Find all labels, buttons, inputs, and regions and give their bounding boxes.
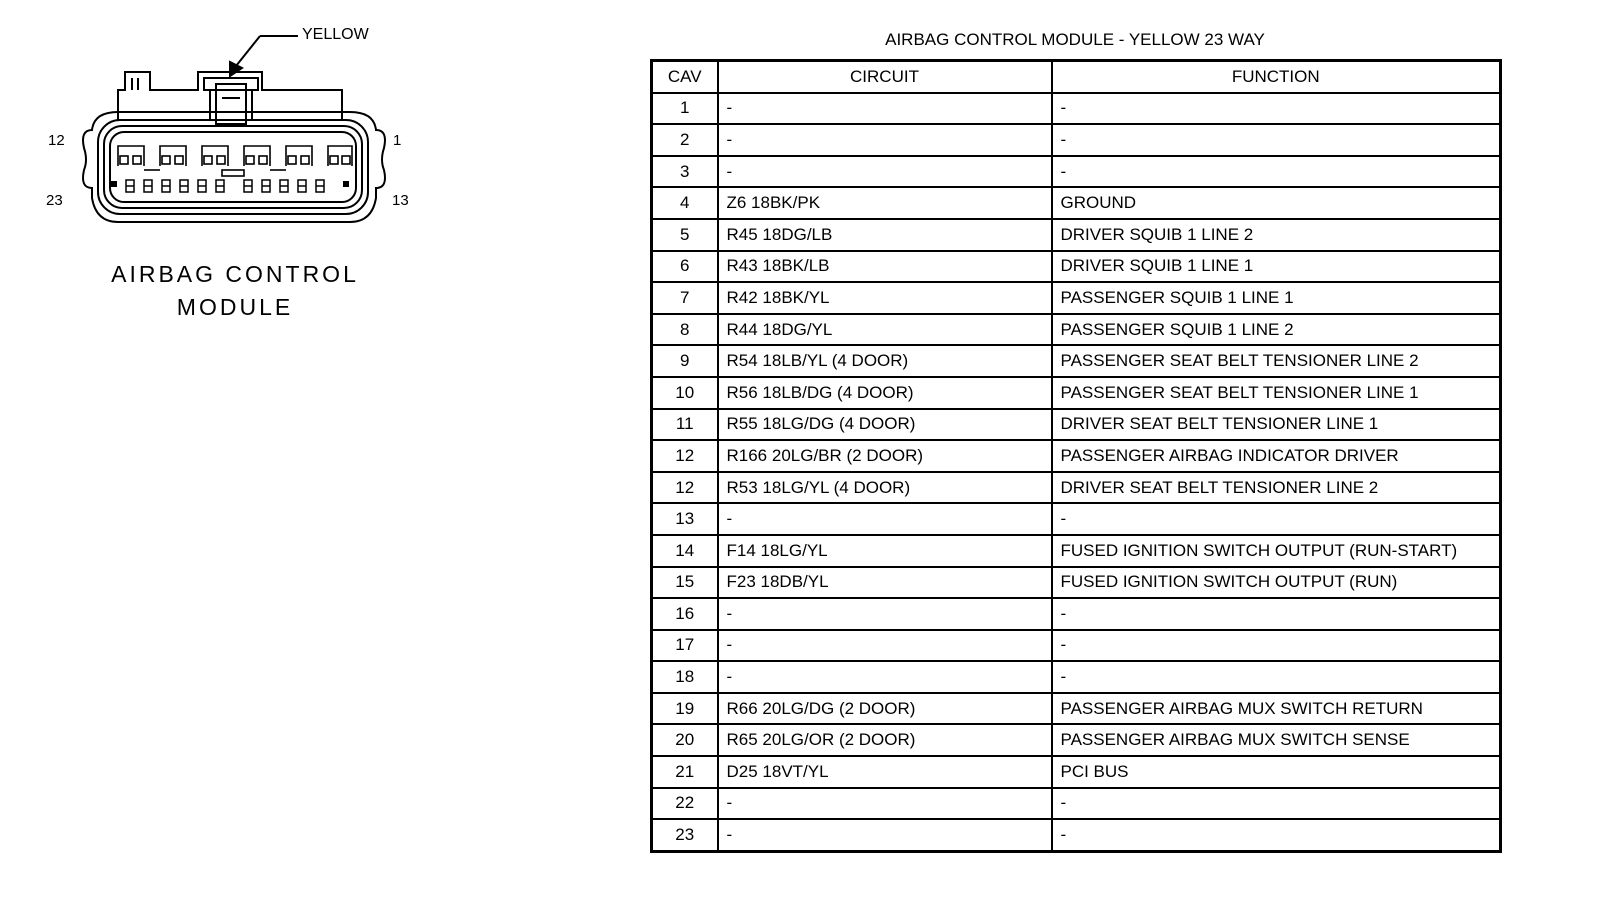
table-row (652, 630, 1501, 662)
cav-cell: 21 (652, 756, 718, 788)
circuit-cell: - (718, 93, 1052, 125)
function-cell: - (1052, 598, 1501, 630)
table-row (652, 819, 1501, 851)
cav-cell: 18 (652, 661, 718, 693)
table-row (652, 93, 1501, 125)
table-row (652, 503, 1501, 535)
function-cell: DRIVER SQUIB 1 LINE 2 (1052, 219, 1501, 251)
table-row (652, 756, 1501, 788)
function-cell: DRIVER SEAT BELT TENSIONER LINE 1 (1052, 409, 1501, 441)
circuit-cell: R45 18DG/LB (718, 219, 1052, 251)
function-cell: PASSENGER SEAT BELT TENSIONER LINE 1 (1052, 377, 1501, 409)
cav-cell: 1 (652, 93, 718, 125)
cav-cell: 20 (652, 724, 718, 756)
circuit-cell: F14 18LG/YL (718, 535, 1052, 567)
table-row (652, 440, 1501, 472)
pinout-table (650, 59, 1502, 853)
circuit-cell: - (718, 819, 1052, 851)
cav-cell: 15 (652, 567, 718, 599)
circuit-cell: R56 18LB/DG (4 DOOR) (718, 377, 1052, 409)
table-row (652, 535, 1501, 567)
header-cav: CAV (652, 61, 718, 93)
circuit-cell: R66 20LG/DG (2 DOOR) (718, 693, 1052, 725)
table-row (652, 124, 1501, 156)
color-callout-label: YELLOW (302, 26, 369, 43)
cav-cell: 5 (652, 219, 718, 251)
circuit-cell: R65 20LG/OR (2 DOOR) (718, 724, 1052, 756)
function-cell: - (1052, 503, 1501, 535)
cav-cell: 13 (652, 503, 718, 535)
cav-cell: 14 (652, 535, 718, 567)
pin-label-bottom-left: 23 (46, 192, 63, 209)
header-circuit: CIRCUIT (718, 61, 1052, 93)
cav-cell: 19 (652, 693, 718, 725)
table-title: AIRBAG CONTROL MODULE - YELLOW 23 WAY (885, 30, 1265, 49)
table-row (652, 251, 1501, 283)
table-row (652, 219, 1501, 251)
circuit-cell: - (718, 156, 1052, 188)
cav-cell: 10 (652, 377, 718, 409)
table-row (652, 788, 1501, 820)
function-cell: PASSENGER SQUIB 1 LINE 1 (1052, 282, 1501, 314)
table-row (652, 282, 1501, 314)
circuit-cell: R55 18LG/DG (4 DOOR) (718, 409, 1052, 441)
function-cell: - (1052, 630, 1501, 662)
circuit-cell: R166 20LG/BR (2 DOOR) (718, 440, 1052, 472)
table-row (652, 156, 1501, 188)
table-row (652, 567, 1501, 599)
circuit-cell: R43 18BK/LB (718, 251, 1052, 283)
cav-cell: 23 (652, 819, 718, 851)
cav-cell: 17 (652, 630, 718, 662)
module-title-line1: AIRBAG CONTROL (111, 261, 359, 287)
circuit-cell: R54 18LB/YL (4 DOOR) (718, 345, 1052, 377)
circuit-cell: - (718, 630, 1052, 662)
cav-cell: 4 (652, 187, 718, 219)
cav-cell: 7 (652, 282, 718, 314)
circuit-cell: R44 18DG/YL (718, 314, 1052, 346)
circuit-cell: - (718, 124, 1052, 156)
function-cell: FUSED IGNITION SWITCH OUTPUT (RUN-START) (1052, 535, 1501, 567)
function-cell: FUSED IGNITION SWITCH OUTPUT (RUN) (1052, 567, 1501, 599)
table-row (652, 409, 1501, 441)
function-cell: PASSENGER AIRBAG INDICATOR DRIVER (1052, 440, 1501, 472)
cav-cell: 8 (652, 314, 718, 346)
circuit-cell: D25 18VT/YL (718, 756, 1052, 788)
function-cell: - (1052, 819, 1501, 851)
function-cell: - (1052, 124, 1501, 156)
function-cell: PASSENGER SQUIB 1 LINE 2 (1052, 314, 1501, 346)
table-body (652, 93, 1501, 852)
pin-label-top-right: 1 (393, 132, 402, 149)
function-cell: DRIVER SQUIB 1 LINE 1 (1052, 251, 1501, 283)
function-cell: GROUND (1052, 187, 1501, 219)
table-row (652, 314, 1501, 346)
function-cell: PASSENGER AIRBAG MUX SWITCH SENSE (1052, 724, 1501, 756)
function-cell: PCI BUS (1052, 756, 1501, 788)
function-cell: - (1052, 93, 1501, 125)
table-row (652, 693, 1501, 725)
function-cell: - (1052, 156, 1501, 188)
pin-label-top-left: 12 (48, 132, 65, 149)
module-title (70, 258, 400, 324)
cav-cell: 11 (652, 409, 718, 441)
function-cell: PASSENGER SEAT BELT TENSIONER LINE 2 (1052, 345, 1501, 377)
circuit-cell: F23 18DB/YL (718, 567, 1052, 599)
table-row (652, 661, 1501, 693)
cav-cell: 3 (652, 156, 718, 188)
cav-cell: 16 (652, 598, 718, 630)
circuit-cell: Z6 18BK/PK (718, 187, 1052, 219)
circuit-cell: R42 18BK/YL (718, 282, 1052, 314)
table-row (652, 724, 1501, 756)
table-row (652, 345, 1501, 377)
function-cell: PASSENGER AIRBAG MUX SWITCH RETURN (1052, 693, 1501, 725)
cav-cell: 2 (652, 124, 718, 156)
cav-cell: 6 (652, 251, 718, 283)
table-row (652, 598, 1501, 630)
header-function: FUNCTION (1052, 61, 1501, 93)
function-cell: - (1052, 788, 1501, 820)
circuit-cell: R53 18LG/YL (4 DOOR) (718, 472, 1052, 504)
circuit-cell: - (718, 788, 1052, 820)
connector-face-drawing (40, 20, 440, 260)
circuit-cell: - (718, 661, 1052, 693)
function-cell: DRIVER SEAT BELT TENSIONER LINE 2 (1052, 472, 1501, 504)
circuit-cell: - (718, 598, 1052, 630)
cav-cell: 12 (652, 440, 718, 472)
table-header-row (652, 61, 1501, 93)
cav-cell: 9 (652, 345, 718, 377)
table-row (652, 472, 1501, 504)
circuit-cell: - (718, 503, 1052, 535)
cav-cell: 22 (652, 788, 718, 820)
table-row (652, 187, 1501, 219)
function-cell: - (1052, 661, 1501, 693)
module-title-line2: MODULE (176, 294, 294, 320)
connector-diagram (40, 20, 440, 340)
cav-cell: 12 (652, 472, 718, 504)
pin-label-bottom-right: 13 (392, 192, 409, 209)
table-row (652, 377, 1501, 409)
